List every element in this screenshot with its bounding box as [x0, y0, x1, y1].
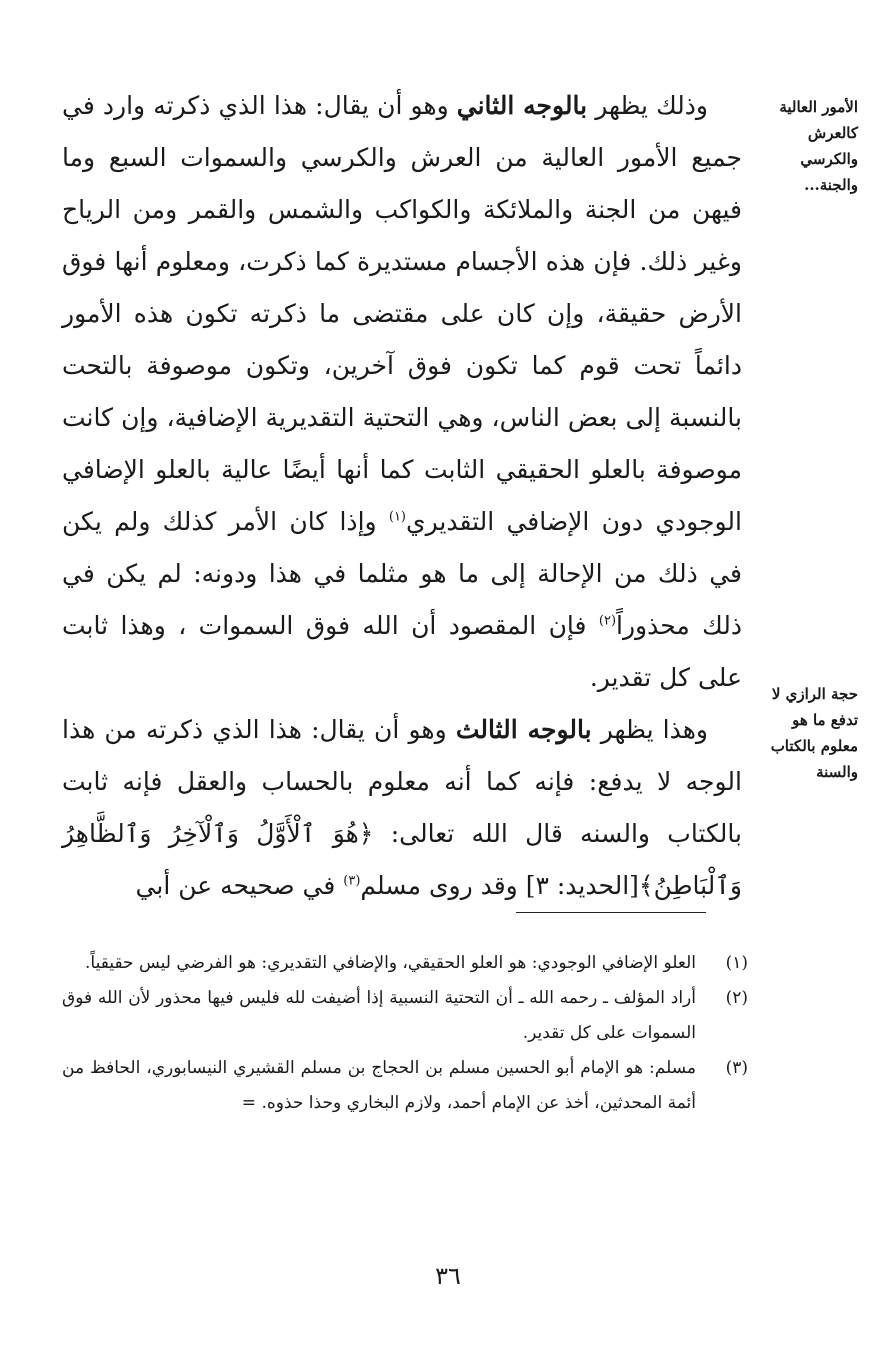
- footnote-number: (٢): [725, 988, 748, 1008]
- margin-note-1: الأمور العالية كالعرش والكرسي والجنة...: [779, 98, 858, 194]
- footnote-2: [62, 981, 748, 1051]
- text-run: وإذا كان الأمر كذلك ولم يكن في ذلك من الإحالة إلى ما هو مثلما في هذا ودونه: لم يكن في ذلك محذوراً: [62, 507, 742, 640]
- text-run: فإن المقصود أن الله فوق السموات ، وهذا ثابت على كل تقدير.: [62, 611, 742, 692]
- footnote-ref-2[interactable]: (٢): [598, 613, 617, 629]
- footnote-separator: [516, 912, 706, 913]
- footnotes: [62, 946, 748, 1121]
- margin-note-2: حجة الرازي لا تدفع ما هو معلوم بالكتاب والسنة: [770, 685, 858, 781]
- footnote-text: العلو الإضافي الوجودي: هو العلو الحقيقي، والإضافي التقديري: هو الفرضي ليس حقيقياً.: [85, 953, 696, 973]
- footnote-ref-3[interactable]: (٣): [343, 873, 361, 889]
- footnote-number: (١): [725, 953, 748, 973]
- text-run: وهو أن يقال: هذا الذي ذكرته من هذا الوجه لا يدفع: فإنه كما أنه معلوم بالحساب والعقل فإنه ثابت بالكتاب والسنه قال الله تعالى: ﴿هُوَ ٱلْأَوَّلُ وَٱلْآخِرُ وَٱلظَّاهِرُ وَٱلْبَاطِنُ﴾[الحديد: ٣] وقد روى مسلم: [62, 715, 742, 900]
- footnote-1: [62, 946, 748, 981]
- footnote-3: [62, 1051, 748, 1121]
- paragraph-1: [62, 80, 742, 704]
- text-run: وهذا يظهر: [591, 715, 708, 744]
- bold-heading: بالوجه الثاني: [456, 91, 588, 120]
- page-number: ٣٦: [435, 1262, 461, 1290]
- footnote-text: أراد المؤلف ـ رحمه الله ـ أن التحتية النسبية إذا أضيفت لله فليس فيها محذور لأن الله فوق السموات على كل تقدير.: [62, 988, 696, 1043]
- main-text: [62, 80, 742, 912]
- text-run: في صحيحه عن أبي: [135, 871, 344, 900]
- footnote-ref-1[interactable]: (١): [388, 509, 406, 525]
- footnote-text: مسلم: هو الإمام أبو الحسين مسلم بن الحجاج بن مسلم القشيري النيسابوري، الحافظ من أئمة المحدثين، أخذ عن الإمام أحمد، ولازم البخاري وحذا حذوه. =: [62, 1058, 696, 1113]
- bold-heading: بالوجه الثالث: [455, 715, 592, 744]
- paragraph-2: [62, 704, 742, 912]
- footnote-number: (٣): [725, 1058, 748, 1078]
- text-run: وذلك يظهر: [587, 91, 708, 120]
- text-run: وهو أن يقال: هذا الذي ذكرته وارد في جميع الأمور العالية من العرش والكرسي والسموات السبع وما فيهن من الجنة والملائكة والكواكب والشمس والقمر ومن الرياح وغير ذلك. فإن هذه الأجسام مستديرة كما ذكرت، ومعلوم أنها فوق الأرض حقيقة، وإن كان على مقتضى ما ذكرته تكون هذه الأمور دائماً تحت قوم كما تكون فوق آخرين، وتكون موصوفة بالتحت بالنسبة إلى بعض الناس، وهي التحتية التقديرية الإضافية، وإن كانت موصوفة بالعلو الحقيقي الثابت كما أنها أيضًا عالية بالعلو الإضافي الوجودي دون الإضافي التقديري: [62, 91, 742, 536]
